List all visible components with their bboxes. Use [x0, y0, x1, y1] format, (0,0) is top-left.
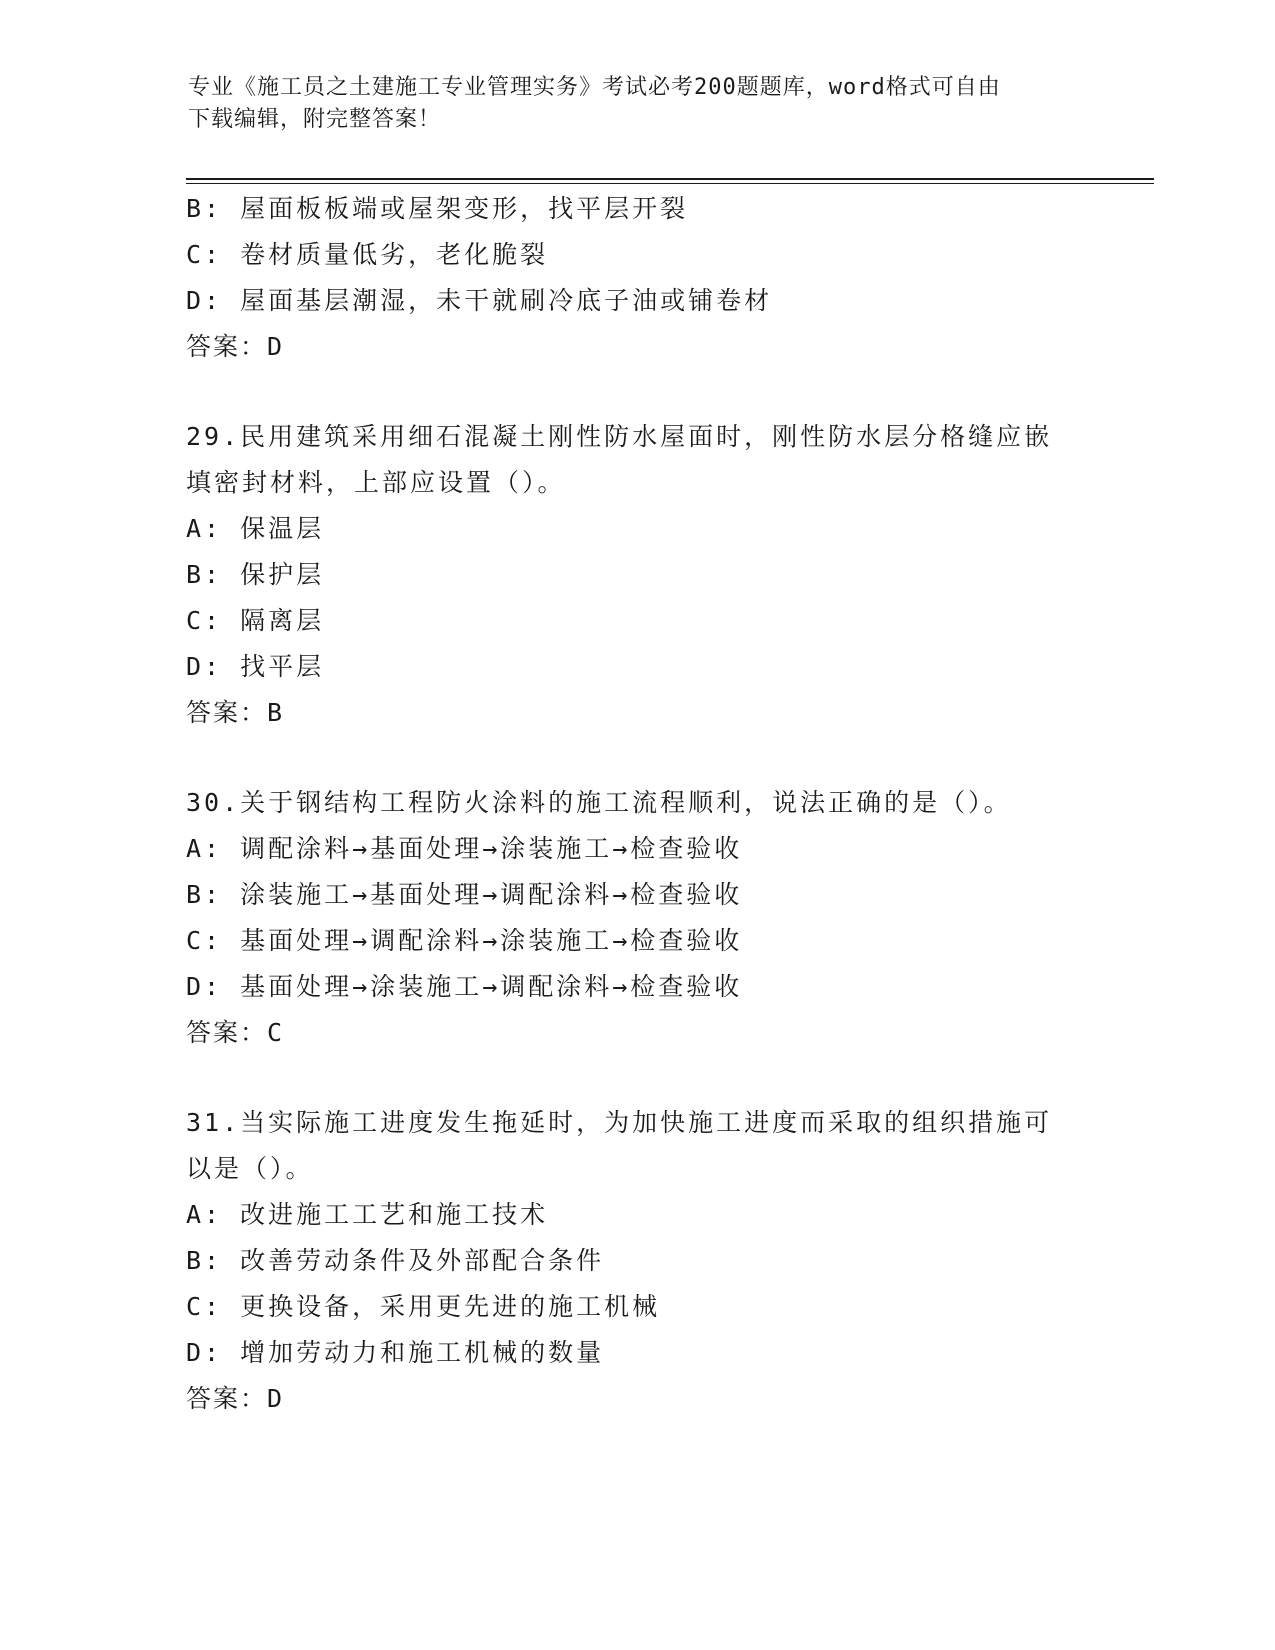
header-line-1: 专业《施工员之土建施工专业管理实务》考试必考200题题库，word格式可自由 — [188, 75, 1001, 100]
q30-answer: 答案：C — [186, 1018, 285, 1047]
q31-stem-line-1: 31.当实际施工进度发生拖延时，为加快施工进度而采取的组织措施可 — [186, 1108, 1053, 1137]
q29-option-c: C: 隔离层 — [186, 606, 325, 635]
document-header — [188, 72, 1088, 136]
q29-stem-line-2: 填密封材料，上部应设置（）。 — [186, 468, 566, 497]
q30-option-b: B: 涂装施工→基面处理→调配涂料→检查验收 — [186, 880, 743, 909]
q30-option-d: D: 基面处理→涂装施工→调配涂料→检查验收 — [186, 972, 743, 1001]
prev-option-c: C: 卷材质量低劣，老化脆裂 — [186, 240, 549, 269]
q31-option-b: B: 改善劳动条件及外部配合条件 — [186, 1246, 605, 1275]
header-rule-thin — [186, 183, 1154, 184]
q29-stem-line-1: 29.民用建筑采用细石混凝土刚性防水屋面时，刚性防水层分格缝应嵌 — [186, 422, 1053, 451]
q31-option-d: D: 增加劳动力和施工机械的数量 — [186, 1338, 605, 1367]
q31-option-c: C: 更换设备，采用更先进的施工机械 — [186, 1292, 661, 1321]
q30-stem-line-1: 30.关于钢结构工程防火涂料的施工流程顺利，说法正确的是（）。 — [186, 788, 1012, 817]
q30-option-a: A: 调配涂料→基面处理→涂装施工→检查验收 — [186, 834, 743, 863]
q29-answer: 答案：B — [186, 698, 285, 727]
q31-option-a: A: 改进施工工艺和施工技术 — [186, 1200, 549, 1229]
q31-stem-line-2: 以是（）。 — [186, 1154, 314, 1183]
prev-answer: 答案：D — [186, 332, 285, 361]
q31-answer: 答案：D — [186, 1384, 285, 1413]
prev-option-b: B: 屋面板板端或屋架变形，找平层开裂 — [186, 194, 689, 223]
prev-option-d: D: 屋面基层潮湿，未干就刷冷底子油或铺卷材 — [186, 286, 773, 315]
q29-option-d: D: 找平层 — [186, 652, 325, 681]
q29-option-b: B: 保护层 — [186, 560, 325, 589]
q30-option-c: C: 基面处理→调配涂料→涂装施工→检查验收 — [186, 926, 743, 955]
header-rule-thick — [186, 178, 1154, 180]
header-line-2: 下载编辑，附完整答案！ — [188, 107, 442, 132]
q29-option-a: A: 保温层 — [186, 514, 325, 543]
